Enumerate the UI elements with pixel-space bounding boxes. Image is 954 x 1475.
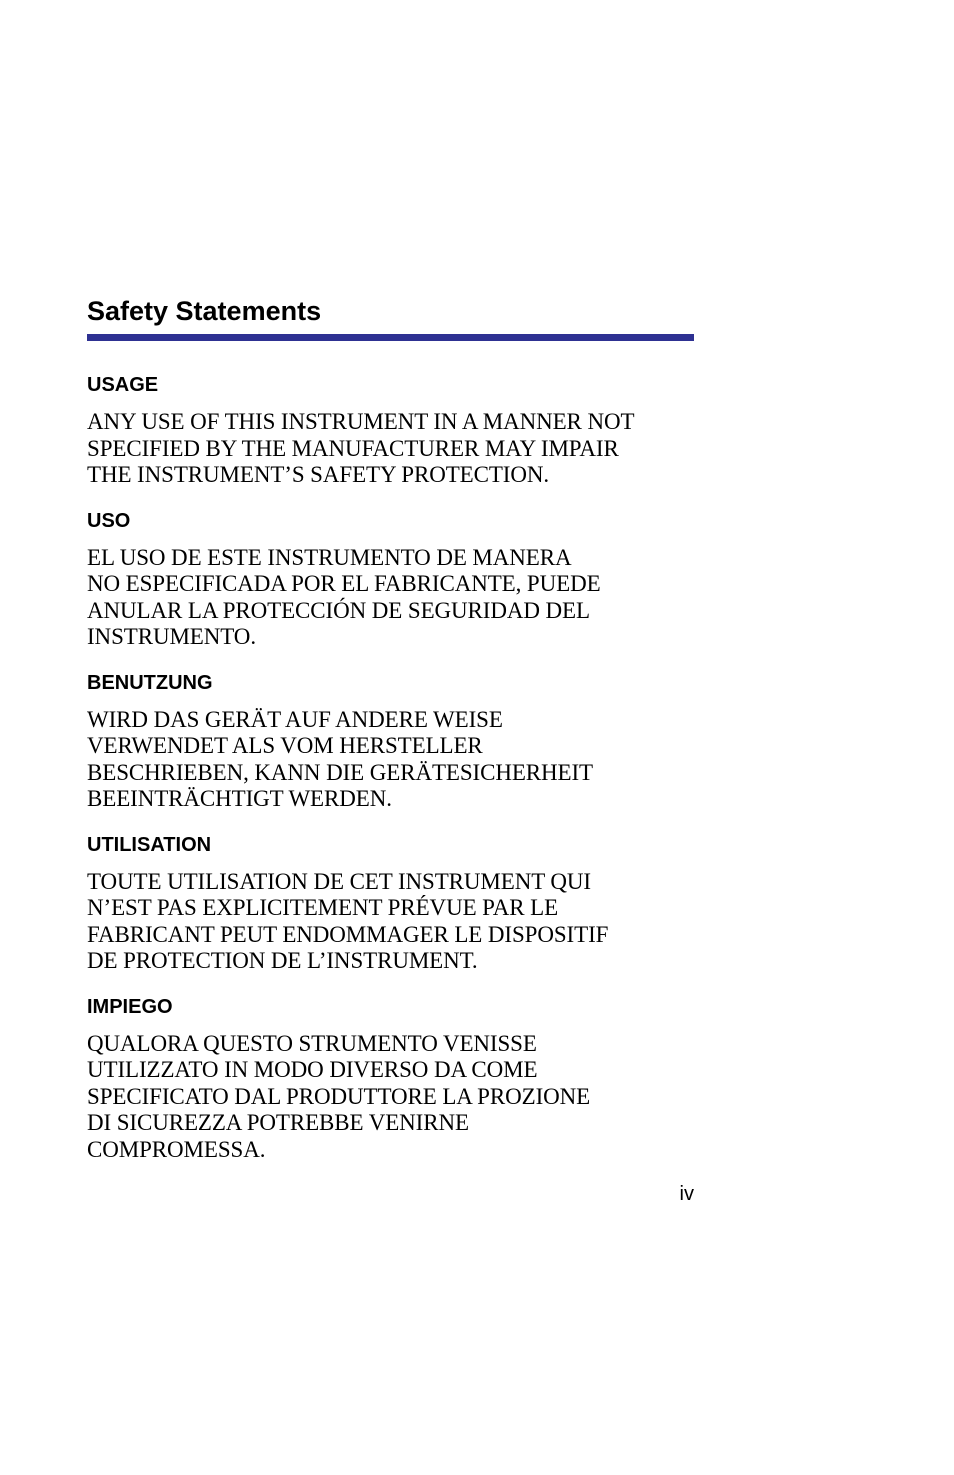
body-line: SPECIFICATO DAL PRODUTTORE LA PROZIONE — [87, 1083, 591, 1109]
body-line: SPECIFIED BY THE MANUFACTURER MAY IMPAIR — [87, 435, 619, 461]
body-line: NO ESPECIFICADA POR EL FABRICANTE, PUEDE — [87, 571, 601, 596]
section-body — [87, 409, 694, 489]
body-line: ANULAR LA PROTECCIÓN DE SEGURIDAD DEL — [87, 597, 590, 623]
body-line: WIRD DAS GERÄT AUF ANDERE WEISE — [87, 706, 503, 732]
body-line: VERWENDET ALS VOM HERSTELLER — [87, 733, 483, 758]
section-heading: USO — [87, 509, 131, 532]
body-line: UTILIZZATO IN MODO DIVERSO DA COME — [87, 1057, 538, 1082]
section-utilisation — [87, 833, 694, 975]
section-uso — [87, 509, 694, 651]
section-body — [87, 1031, 694, 1164]
safety-sections — [87, 373, 694, 1163]
body-line: DI SICUREZZA POTREBBE VENIRNE — [87, 1110, 469, 1135]
document-page — [87, 294, 694, 1163]
page-title: Safety Statements — [87, 296, 322, 326]
section-heading: USAGE — [87, 374, 159, 396]
page-number: iv — [679, 1183, 694, 1205]
body-line: N’EST PAS EXPLICITEMENT PRÉVUE PAR LE — [87, 895, 559, 920]
body-line: TOUTE UTILISATION DE CET INSTRUMENT QUI — [87, 868, 591, 894]
section-heading: IMPIEGO — [87, 995, 173, 1018]
body-line: QUALORA QUESTO STRUMENTO VENISSE — [87, 1030, 537, 1056]
section-body — [87, 545, 694, 651]
section-benutzung — [87, 671, 694, 813]
title-rule — [87, 334, 694, 341]
body-line: BESCHRIEBEN, KANN DIE GERÄTESICHERHEIT — [87, 759, 594, 785]
body-line: FABRICANT PEUT ENDOMMAGER LE DISPOSITIF — [87, 921, 609, 947]
body-line: INSTRUMENTO. — [87, 624, 256, 649]
section-heading: UTILISATION — [87, 833, 212, 856]
section-body — [87, 707, 694, 813]
body-line: ANY USE OF THIS INSTRUMENT IN A MANNER NOT — [87, 409, 635, 434]
body-line: COMPROMESSA. — [87, 1136, 266, 1162]
body-line: DE PROTECTION DE L’INSTRUMENT. — [87, 948, 478, 973]
body-line: THE INSTRUMENT’S SAFETY PROTECTION. — [87, 462, 550, 487]
body-line: BEEINTRÄCHTIGT WERDEN. — [87, 786, 392, 811]
section-body — [87, 869, 694, 975]
section-heading: BENUTZUNG — [87, 671, 213, 694]
section-usage — [87, 373, 694, 489]
body-line: EL USO DE ESTE INSTRUMENTO DE MANERA — [87, 544, 572, 570]
section-impiego — [87, 995, 694, 1164]
